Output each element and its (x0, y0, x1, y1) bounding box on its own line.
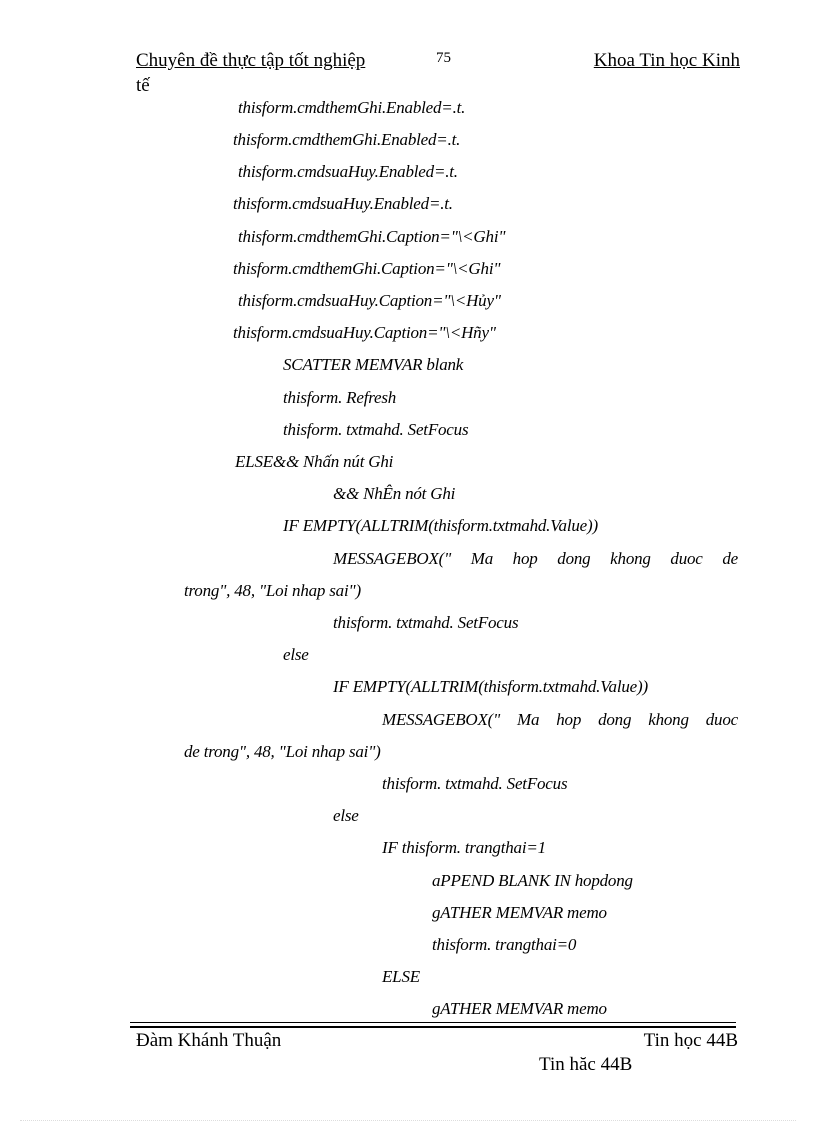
code-line: ELSE (382, 967, 420, 986)
footer-class-alt: Tin hăc 44B (539, 1054, 633, 1075)
page-edge-divider (20, 1120, 796, 1121)
code-line: gATHER MEMVAR memo (432, 903, 607, 922)
header-title: Chuyên đề thực tập tốt nghiệp (136, 50, 366, 71)
code-line: gATHER MEMVAR memo (432, 999, 607, 1018)
code-line: thisform. txtmahd. SetFocus (382, 774, 568, 793)
code-line: thisform.cmdsuaHuy.Caption="\<Hủy" (238, 291, 501, 310)
code-line: thisform. txtmahd. SetFocus (283, 420, 469, 439)
code-line: else (283, 645, 309, 664)
footer-class: Tin học 44B (643, 1030, 738, 1051)
code-line: thisform.cmdsuaHuy.Enabled=.t. (233, 194, 453, 213)
code-line: thisform.cmdthemGhi.Caption="\<Ghi" (233, 259, 501, 278)
code-line: thisform. trangthai=0 (432, 935, 577, 954)
code-line: thisform.cmdsuaHuy.Enabled=.t. (238, 162, 458, 181)
code-line: aPPEND BLANK IN hopdong (432, 871, 633, 890)
footer-divider-thick (130, 1026, 736, 1028)
code-line: de trong", 48, "Loi nhap sai") (184, 742, 381, 761)
code-line: thisform.cmdthemGhi.Enabled=.t. (233, 130, 461, 149)
code-line: trong", 48, "Loi nhap sai") (184, 581, 361, 600)
code-line: thisform. Refresh (283, 388, 397, 407)
code-line: IF thisform. trangthai=1 (382, 838, 546, 857)
code-line: MESSAGEBOX(" Ma hop dong khong duoc (382, 710, 738, 729)
header-department-wrap: tế (136, 75, 150, 96)
footer-divider (130, 1022, 736, 1023)
code-line: && NhÊn nót Ghi (333, 484, 456, 503)
code-line: ELSE&& Nhấn nút Ghi (235, 452, 394, 471)
code-line: IF EMPTY(ALLTRIM(thisform.txtmahd.Value)) (283, 516, 598, 535)
code-line: thisform.cmdthemGhi.Enabled=.t. (238, 98, 466, 117)
code-line: IF EMPTY(ALLTRIM(thisform.txtmahd.Value)) (333, 677, 648, 696)
code-line: else (333, 806, 359, 825)
code-line: SCATTER MEMVAR blank (283, 355, 464, 374)
header-department: Khoa Tin học Kinh (593, 50, 740, 71)
code-line: MESSAGEBOX(" Ma hop dong khong duoc de (333, 549, 738, 568)
code-line: thisform.cmdsuaHuy.Caption="\<Hñy" (233, 323, 496, 342)
code-line: thisform.cmdthemGhi.Caption="\<Ghi" (238, 227, 506, 246)
code-line: thisform. txtmahd. SetFocus (333, 613, 519, 632)
footer-author: Đàm Khánh Thuận (136, 1030, 282, 1051)
page-number: 75 (436, 50, 451, 66)
